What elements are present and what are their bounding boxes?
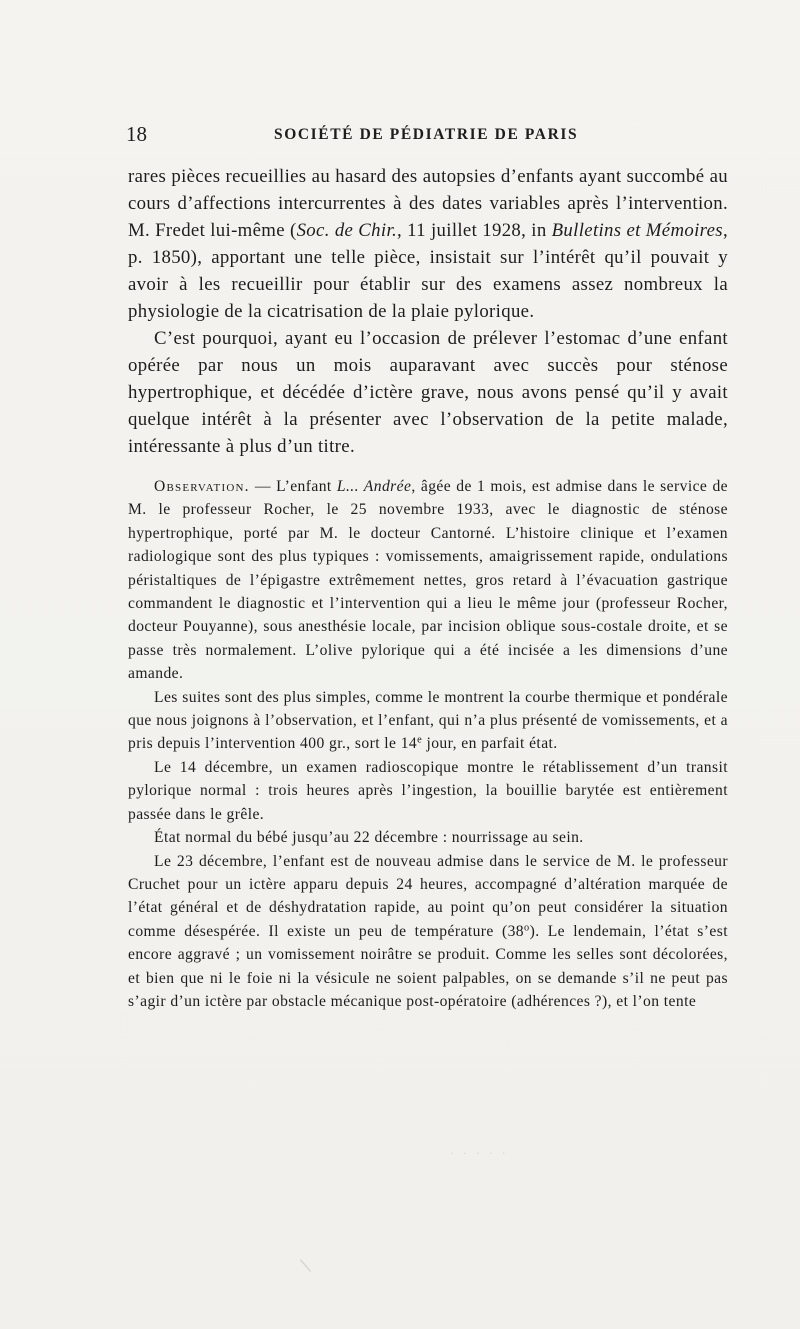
paragraph-text: jour, en parfait état. (422, 735, 558, 753)
paragraph-text: Le 23 décembre, l’enfant est de nouveau admise dans le service de M. le professeur Cruchet pour un ictère apparu depuis 24 heures, accompagné d’altération marquée de l’état général et de déshydratation rapide, au point qu’on peut considérer la situation comme désespérée. Il existe un peu de température (38 (128, 852, 728, 940)
bulletin-citation: Bulletins et Mémoires (551, 220, 723, 241)
article-body (128, 163, 728, 1013)
running-title: SOCIÉTÉ DE PÉDIATRIE DE PARIS (274, 126, 579, 143)
paragraph-text: ). Le lendemain, l’état s’est encore aggravé ; un vomissement noirâtre se produit. Comme les selles sont décolorées, et bien que ni le foie ni la vésicule ne soient palpables, on se demande s’il ne peut pas s’agir d’un ictère par obstacle mécanique post-opératoire (adhérences ?), et l’on tente (128, 922, 728, 1010)
page-header (126, 122, 732, 150)
observation-text: , âgée de 1 mois, est admise dans le service de M. le professeur Rocher, le 25 novembre 1933, avec le diagnostic de sténose hypertrophique, porté par M. le docteur Cantorné. L’histoire clinique et l’examen radiologique sont des plus typiques : vomissements, amaigrissement rapide, ondulations péristaltiques de l’épigastre extrêmement nettes, gros retard à l’évacuation gastrique commandent le diagnostic et l’intervention qui a lieu le même jour (professeur Rocher, docteur Pouyanne), sous anesthésie locale, par incision oblique sous-costale droite, et se passe très normalement. L’olive pylorique qui a été incisée a les dimensions d’une amande. (128, 478, 729, 683)
normal-state-paragraph: État normal du bébé jusqu’au 22 décembre : nourrissage au sein. (154, 829, 584, 847)
paragraph-text: , p. 1850), apportant une telle pièce, insistait sur l’intérêt qu’il pouvait y avoir à les recueillir pour établir sur des examens assez nombreux la physiologie de la cicatrisation de la plaie pylorique. (128, 220, 728, 322)
ordinal-superscript: e (417, 734, 423, 746)
degree-superscript: o (524, 922, 530, 934)
paper-scratch-mark: / (295, 1255, 318, 1274)
readmission-paragraph (128, 850, 728, 1014)
observation-label: Observation. (154, 478, 250, 495)
study-paragraph: C’est pourquoi, ayant eu l’occasion de prélever l’estomac d’une enfant opérée par nous un mois auparavant avec succès pour sténose hypertrophique, et décédée d’ictère grave, nous avons pensé qu’il y avait quelque intérêt à la présenter avec l’observation de la petite malade, intéressante à plus d’un titre. (128, 328, 728, 457)
paragraph-text: Les suites sont des plus simples, comme le montrent la courbe thermique et pondérale que nous joignons à l’observation, et l’enfant, qui n’a plus présenté de vomissements, et a pris depuis l’intervention 400 gr., sort le 14 (128, 688, 728, 753)
postoperative-course-paragraph (128, 686, 728, 756)
paragraph-text: , 11 juillet 1928, in (397, 220, 552, 241)
paragraph-text: rares pièces recueillies au hasard des autopsies d’enfants ayant succombé au cours d’affections intercurrentes à des dates variables après l’intervention. M. Fredet lui-même ( (128, 166, 728, 241)
radioscopy-paragraph: Le 14 décembre, un examen radioscopique montre le rétablissement d’un transit pylorique normal : trois heures après l’ingestion, la bouillie barytée est entièrement passée dans le grêle. (128, 758, 728, 823)
continuation-paragraph (128, 163, 728, 325)
bleed-through-mark: · · · · · (450, 1147, 509, 1160)
patient-name: L... Andrée (336, 478, 412, 495)
observation-paragraph (128, 475, 728, 686)
page-number: 18 (126, 122, 147, 146)
observation-text: — L’enfant (249, 478, 337, 495)
journal-citation: Soc. de Chir. (296, 220, 398, 241)
